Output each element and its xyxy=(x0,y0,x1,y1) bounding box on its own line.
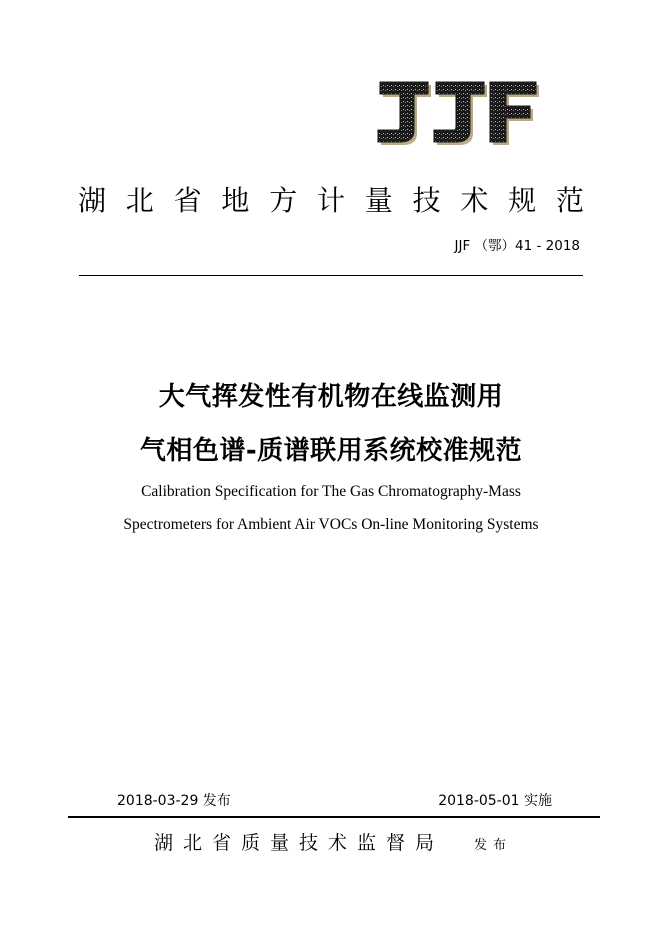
header-divider xyxy=(79,275,583,276)
series-char: 湖 xyxy=(78,184,107,217)
series-char: 量 xyxy=(364,184,393,217)
footer-divider xyxy=(68,816,600,818)
series-char: 方 xyxy=(269,184,298,217)
series-char: 计 xyxy=(316,184,345,217)
series-char: 省 xyxy=(173,184,202,217)
title-cn-line2: 气相色谱-质谱联用系统校准规范 xyxy=(139,436,523,466)
series-title xyxy=(78,183,584,219)
jjf-logo-icon xyxy=(374,80,540,146)
series-char: 北 xyxy=(125,184,154,217)
publisher: 湖北省质量技术监督局 xyxy=(154,832,445,854)
issue-date: 2018-03-29 发布 xyxy=(117,793,231,809)
publish-label: 发布 xyxy=(474,838,513,853)
effective-date: 2018-05-01 实施 xyxy=(438,793,552,809)
series-char: 技 xyxy=(412,184,441,217)
series-char: 地 xyxy=(221,184,250,217)
series-char: 规 xyxy=(508,184,537,217)
series-char: 范 xyxy=(555,184,584,217)
series-char: 术 xyxy=(460,184,489,217)
title-en-line1: Calibration Specification for The Gas Chromatography-Mass xyxy=(141,483,521,500)
title-en-line2: Spectrometers for Ambient Air VOCs On-line Monitoring Systems xyxy=(123,516,539,533)
title-cn-line1: 大气挥发性有机物在线监测用 xyxy=(158,382,504,412)
jjf-logo-graphic xyxy=(374,80,540,146)
standard-number: JJF （鄂）41 - 2018 xyxy=(454,238,580,254)
